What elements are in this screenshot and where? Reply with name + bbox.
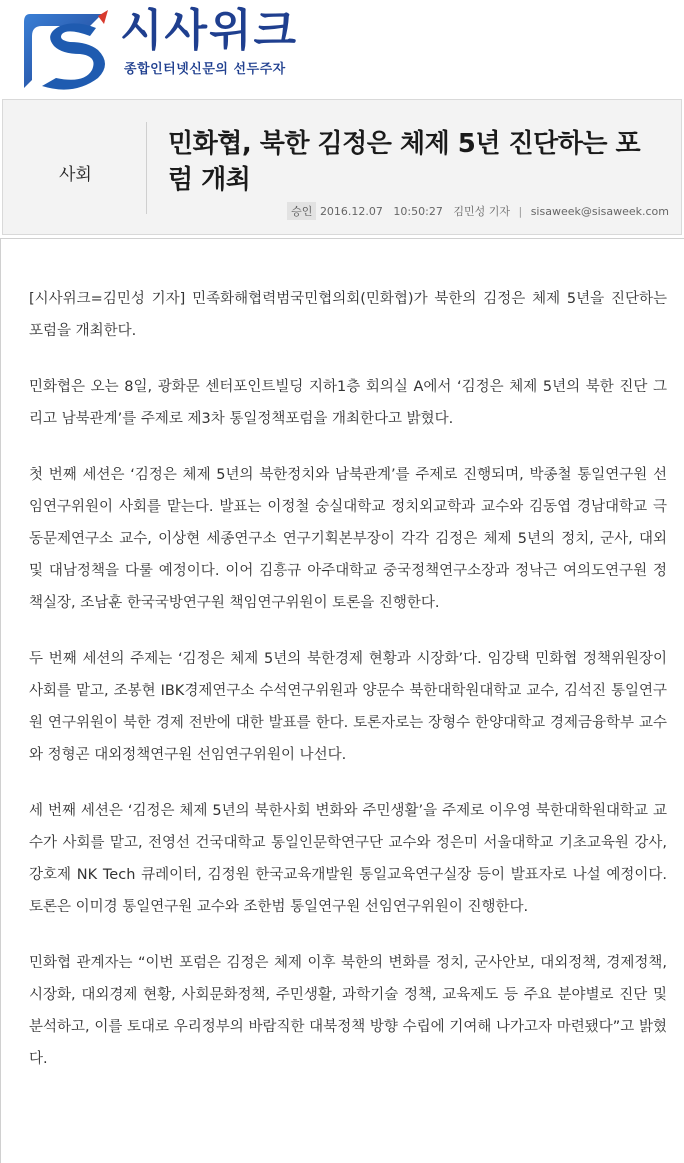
article-header — [2, 99, 682, 235]
article-meta — [287, 202, 669, 220]
paragraph: [시사위크=김민성 기자] 민족화해협력범국민협의회(민화협)가 북한의 김정은 체제 5년을 진단하는 포럼을 개최한다. — [29, 291, 667, 339]
paragraph: 첫 번째 세션은 ‘김정은 체제 5년의 북한정치와 남북관계’를 주제로 진행되며, 박종철 통일연구원 선임연구위원이 사회를 맡는다. 발표는 이정철 숭실대학교 정치외교학과 교수와 김동엽 경남대학교 극동문제연구소 교수, 이상현 세종연구소 연구기획본부장이 각각 김정은 체제 5년의 정치, 군사, 대외 및 대남정책을 다룰 예정이다. 이어 김흥규 아주대학교 중국정책연구소장과 정낙근 여의도연구원 정책실장, 조남훈 한국국방연구원 책임연구위원이 토론을 진행한다. — [29, 467, 667, 611]
section-label[interactable]: 사회 — [59, 165, 92, 185]
paragraph: 민화협 관계자는 “이번 포럼은 김정은 체제 이후 북한의 변화를 정치, 군사안보, 대외정책, 경제정책, 시장화, 대외경제 현황, 사회문화정책, 주민생활, 과학기술 정책, 교육제도 등 주요 분야별로 진단 및 분석하고, 이를 토대로 우리정부의 바람직한 대북정책 방향 수립에 기여해 나가고자 마련됐다”고 밝혔다. — [29, 955, 667, 1067]
site-header — [0, 0, 684, 97]
publish-date: 2016.12.07 — [319, 205, 383, 218]
approve-label: 승인 — [287, 202, 316, 220]
article-body-container — [0, 238, 684, 1163]
site-name[interactable]: 시사위크 — [120, 5, 299, 56]
header-divider — [146, 122, 147, 214]
author-email[interactable]: sisaweek@sisaweek.com — [530, 205, 669, 218]
sisaweek-logo-icon[interactable] — [20, 6, 112, 92]
paragraph: 민화협은 오는 8일, 광화문 센터포인트빌딩 지하1층 회의실 A에서 ‘김정은 체제 5년의 북한 진단 그리고 남북관계’를 주제로 제3차 통일정책포럼을 개최한다고 밝혔다. — [29, 379, 667, 427]
publish-time: 10:50:27 — [393, 205, 443, 218]
meta-separator: | — [518, 205, 523, 218]
site-slogan: 종합인터넷신문의 선두주자 — [124, 62, 286, 77]
author-name: 김민성 기자 — [453, 205, 510, 218]
paragraph: 세 번째 세션은 ‘김정은 체제 5년의 북한사회 변화와 주민생활’을 주제로 이우영 북한대학원대학교 교수가 사회를 맡고, 전영선 건국대학교 통일인문학연구단 교수와 정은미 서울대학교 기초교육원 강사, 강호제 NK Tech 큐레이터, 김정원 한국교육개발원 통일교육연구실장 등이 발표자로 나설 예정이다. 토론은 이미경 통일연구원 교수와 조한범 통일연구원 선임연구위원이 진행한다. — [29, 803, 667, 915]
article-body — [29, 283, 667, 1099]
paragraph: 두 번째 세션의 주제는 ‘김정은 체제 5년의 북한경제 현황과 시장화’다. 임강택 민화협 정책위원장이 사회를 맡고, 조봉현 IBK경제연구소 수석연구위원과 양문수 북한대학원대학교 교수, 김석진 통일연구원 연구위원이 북한 경제 전반에 대한 발표를 한다. 토론자로는 장형수 한양대학교 경제금융학부 교수와 정형곤 대외정책연구원 선임연구위원이 나선다. — [29, 651, 667, 763]
article-title: 민화협, 북한 김정은 체제 5년 진단하는 포럼 개최 — [168, 129, 641, 195]
